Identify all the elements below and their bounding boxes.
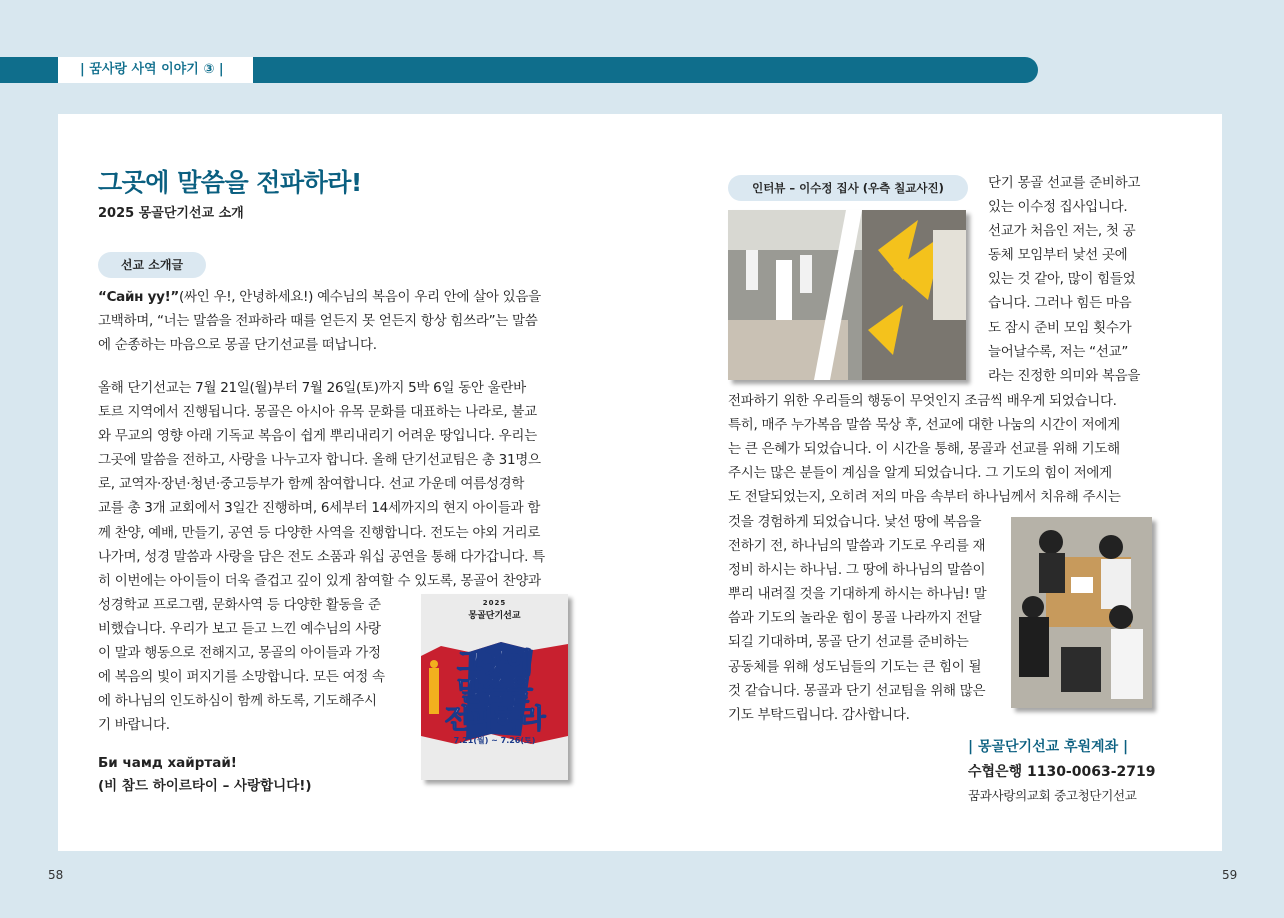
lead-line: (싸인 우!, 안녕하세요!) 예수님의 복음이 우리 안에 살아 있음을 [179, 289, 541, 305]
interview-line: 늘어날수록, 저는 “선교” [988, 343, 1129, 360]
donation-account: 수협은행 1130-0063-2719 [968, 764, 1156, 780]
body-line: 올해 단기선교는 7월 21일(월)부터 7월 26일(토)까지 5박 6일 동안 울란바 [98, 380, 526, 396]
interview-line: 특히, 매주 누가복음 말씀 묵상 후, 선교에 대한 나눔의 시간이 저에게 [728, 417, 1120, 434]
interview-line: 것 같습니다. 몽골과 단기 선교팀을 위해 많은 [728, 682, 986, 699]
greeting-text: “Сайн уу!” [98, 289, 180, 305]
interview-line: 씀과 기도의 놀라운 힘이 몽골 나라까지 전달 [728, 610, 982, 627]
donation-title: | 몽골단기선교 후원계좌 | [968, 739, 1129, 755]
body-line: 에 하나님의 인도하심이 함께 하도록, 기도해주시 [98, 693, 377, 710]
body-line: 비했습니다. 우리가 보고 듣고 느낀 예수님의 사랑 [98, 620, 381, 637]
mission-poster [421, 594, 568, 780]
interview-text-left [728, 510, 986, 727]
interview-line: 라는 진정한 의미와 복음을 [988, 367, 1141, 384]
group-photo [1011, 517, 1152, 708]
article-title: 그곳에 말씀을 전파하라! [98, 168, 362, 197]
interview-line: 정비 하시는 하나님. 그 땅에 하나님의 말씀이 [728, 562, 986, 579]
body-line: 기 바랍니다. [98, 717, 170, 734]
interview-line: 단기 몽골 선교를 준비하고 [988, 175, 1141, 191]
body-line: 이 말과 행동으로 전해지고, 몽골의 아이들과 가정 [98, 645, 381, 662]
donation-note: 꿈과사랑의교회 중고청단기선교 [968, 788, 1137, 803]
interview-line: 뿌리 내려질 것을 기대하게 하시는 하나님! 말 [728, 586, 987, 603]
interview-text-right [988, 171, 1140, 388]
body-line: 교를 총 3개 교회에서 3일간 진행하며, 6세부터 14세까지의 현지 아이들과 함 [98, 500, 541, 517]
interview-line: 되길 기대하며, 몽골 단기 선교를 준비하는 [728, 634, 969, 651]
closing-mongolian: Би чамд хайртай! [98, 755, 237, 771]
lead-line: 에 순종하는 마음으로 몽골 단기선교를 떠납니다. [98, 337, 377, 354]
interview-line: 도 잠시 준비 모임 횟수가 [988, 319, 1132, 336]
interview-line: 선교가 처음인 저는, 첫 공 [988, 223, 1136, 240]
interview-line: 습니다. 그러나 힘든 마음 [988, 295, 1132, 312]
body-line: 께 찬양, 예배, 만들기, 공연 등 다양한 사역을 진행합니다. 전도는 야외 거리로 [98, 524, 541, 541]
interview-line: 있는 이수정 집사입니다. [988, 199, 1128, 216]
interview-line: 동체 모임부터 낯선 곳에 [988, 247, 1128, 264]
poster-year: 2025 [482, 599, 507, 607]
body-line: 와 무교의 영향 아래 기독교 복음이 쉽게 뿌리내리기 어려운 땅입니다. 우리는 [98, 428, 537, 445]
body-line: 성경학교 프로그램, 문화사역 등 다양한 활동을 준 [98, 596, 381, 613]
poster-dates: 7.21(월) ~ 7.26(토) [453, 736, 536, 745]
interview-line: 것을 경험하게 되었습니다. 낯선 땅에 복음을 [728, 514, 982, 530]
body-line: 나가며, 성경 말씀과 사랑을 담은 전도 소품과 워십 공연을 통해 다가갑니다. 특 [98, 548, 545, 565]
article-subtitle: 2025 몽골단기선교 소개 [98, 206, 244, 221]
interview-line: 도 전달되었는지, 오히려 저의 마음 속부터 하나님께서 치유해 주시는 [728, 489, 1121, 506]
interview-line: 전하기 전, 하나님의 말씀과 기도로 우리를 재 [728, 538, 986, 555]
lead-line: 고백하며, “너는 말씀을 전파하라 때를 얻든지 못 얻든지 항상 힘쓰라”는 말씀 [98, 313, 538, 330]
intro-heading-pill: 선교 소개글 [98, 252, 206, 278]
page-number-right: 59 [1222, 868, 1238, 882]
body-line: 에 복음의 빛이 퍼지기를 소망합니다. 모든 여정 속 [98, 669, 385, 686]
interview-line: 공동체를 위해 성도님들의 기도는 큰 힘이 될 [728, 658, 982, 675]
body-line: 그곳에 말씀을 전하고, 사랑을 나누고자 합니다. 올해 단기선교팀은 총 31명으 [98, 452, 541, 469]
photo-group-bible-study [1011, 517, 1152, 708]
section-header-bar [0, 57, 1038, 83]
poster-headline-line: 전파하라 [444, 704, 545, 735]
interview-photo [728, 210, 966, 380]
interview-heading-pill: 인터뷰 – 이수정 집사 (우측 칠교사진) [728, 175, 968, 201]
body-line: 히 이번에는 아이들이 더욱 즐겁고 깊이 있게 참여할 수 있도록, 몽골어 찬양과 [98, 572, 541, 589]
poster-headline-line: 그곳에 [456, 648, 533, 679]
interview-line: 전파하기 위한 우리들의 행동이 무엇인지 조금씩 배우게 되었습니다. [728, 393, 1117, 409]
lead-paragraph [98, 285, 541, 357]
interview-line: 있는 것 같아, 많이 힘들었 [988, 271, 1136, 288]
body-line: 로, 교역자·장년·청년·중고등부가 함께 참여합니다. 선교 가운데 여름성경학 [98, 476, 525, 493]
photo-taekwondo-tangram [728, 210, 966, 380]
interview-text-wide [728, 389, 1121, 509]
poster-title: 몽골단기선교 [468, 611, 521, 621]
interview-line: 는 큰 은혜가 되었습니다. 이 시간을 통해, 몽골과 선교를 위해 기도해 [728, 441, 1120, 458]
body-line: 토르 지역에서 진행됩니다. 몽골은 아시아 유목 문화를 대표하는 나라로, 불교 [98, 404, 537, 421]
interview-line: 주시는 많은 분들이 계심을 알게 되었습니다. 그 기도의 힘이 저에게 [728, 465, 1112, 482]
interview-line: 기도 부탁드립니다. 감사합니다. [728, 706, 910, 723]
page-number-left: 58 [48, 868, 64, 882]
section-label: | 꿈사랑 사역 이야기 ③ | [58, 57, 253, 83]
poster-headline-line: 말씀을 [456, 676, 533, 707]
closing-korean: (비 참드 하이르타이 – 사랑합니다!) [98, 778, 312, 794]
poster-headline [421, 650, 568, 734]
closing-message [98, 752, 312, 798]
